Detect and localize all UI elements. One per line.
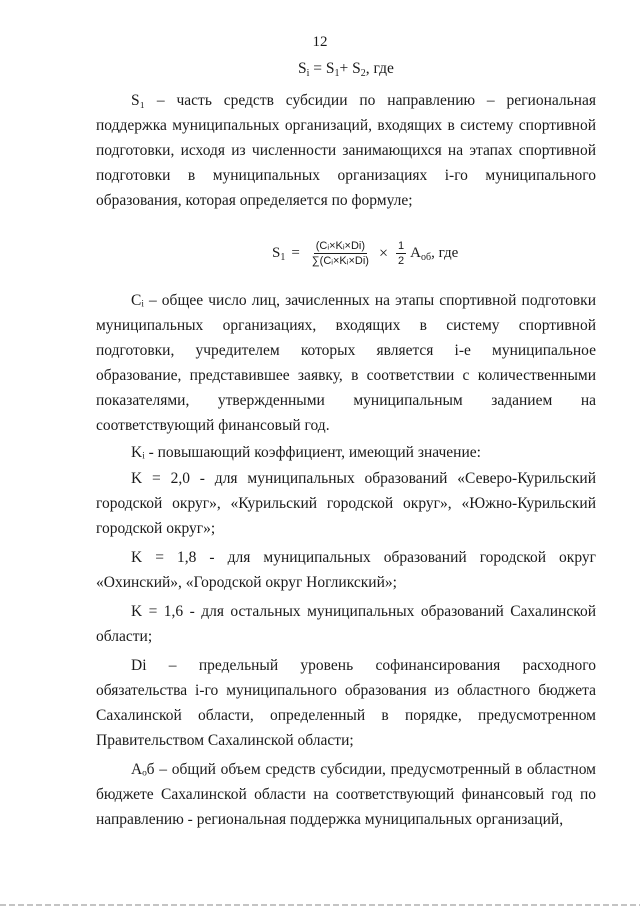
paragraph-ki-definition: Kᵢ - повышающий коэффициент, имеющий значение: [131,444,481,461]
formula-si-plus: + S [339,60,361,77]
paragraph-k-1-6: K = 1,6 - для остальных муниципальных образований Сахалинской области; [96,603,596,645]
formula-s1-half-den: 2 [398,255,405,267]
paragraph-k-2-0: K = 2,0 - для муниципальных образований «Северо-Курильский городской округ», «Курильский городской округ», «Южно-Курильский городской округ»; [96,470,596,537]
page-number: 12 [312,34,328,50]
formula-si-lhs-sub: i [306,68,310,79]
formula-s1-tail: , где [431,245,459,261]
formula-s1-eq: = [291,245,300,261]
formula-si [298,60,394,79]
formula-s1 [272,240,458,267]
formula-s1-a: $A_{об}$ [410,244,432,263]
paragraph-di-definition: Di – предельный уровень софинансирования расходного обязательства i-го муниципального образования из областного бюджета Сахалинской области, определенный в порядке, предусмотренном Правительством Сахалинской области; [96,657,596,749]
paragraph-aob-definition: Aₒб – общий объем средств субсидии, предусмотренный в областном бюджете Сахалинской области на соответствующий финансовый год по направлению - региональная поддержка муниципальных организаций, [96,761,596,828]
formula-s1-times: × [378,244,388,262]
formula-si-eq: = S [309,60,335,77]
formula-si-s2-sub: 2 [360,68,366,79]
formula-s1-denominator: ∑(Cᵢ×Kᵢ×Di) [311,255,369,267]
paragraph-ci-definition: Cᵢ – общее число лиц, зачисленных на этапы спортивной подготовки муниципальных организациях, входящих в систему спортивной подготовки, учредителем которых является i-е муниципальное образование, представившее заявку, в соответствии с количественными показателями, утвержденными муниципальным заданием на соответствующий финансовый год. [96,292,596,434]
formula-s1-numerator: (Cᵢ×Kᵢ×Di) [315,240,366,252]
formula-si-tail: , где [365,60,394,77]
paragraph-k-1-8: K = 1,8 - для муниципальных образований городской округ «Охинский», «Городской округ Ногликский»; [96,549,596,591]
paragraph-s1-definition: S₁ – часть средств субсидии по направлению – региональная поддержка муниципальных организаций, входящих в систему спортивной подготовки, исходя из численности занимающихся на этапах спортивной подготовки в муниципальных организациях i-го муниципального образования, которая определяется по формуле; [96,92,596,209]
formula-s1-fraction [310,240,371,267]
formula-si-s1-sub: 1 [334,68,340,79]
formula-s1-half [396,240,406,267]
formula-s1-lhs: $S_1$ [272,244,286,263]
formula-si-lhs: S [298,60,307,77]
formula-s1-half-num: 1 [398,240,405,252]
scan-edge-divider [0,904,640,906]
